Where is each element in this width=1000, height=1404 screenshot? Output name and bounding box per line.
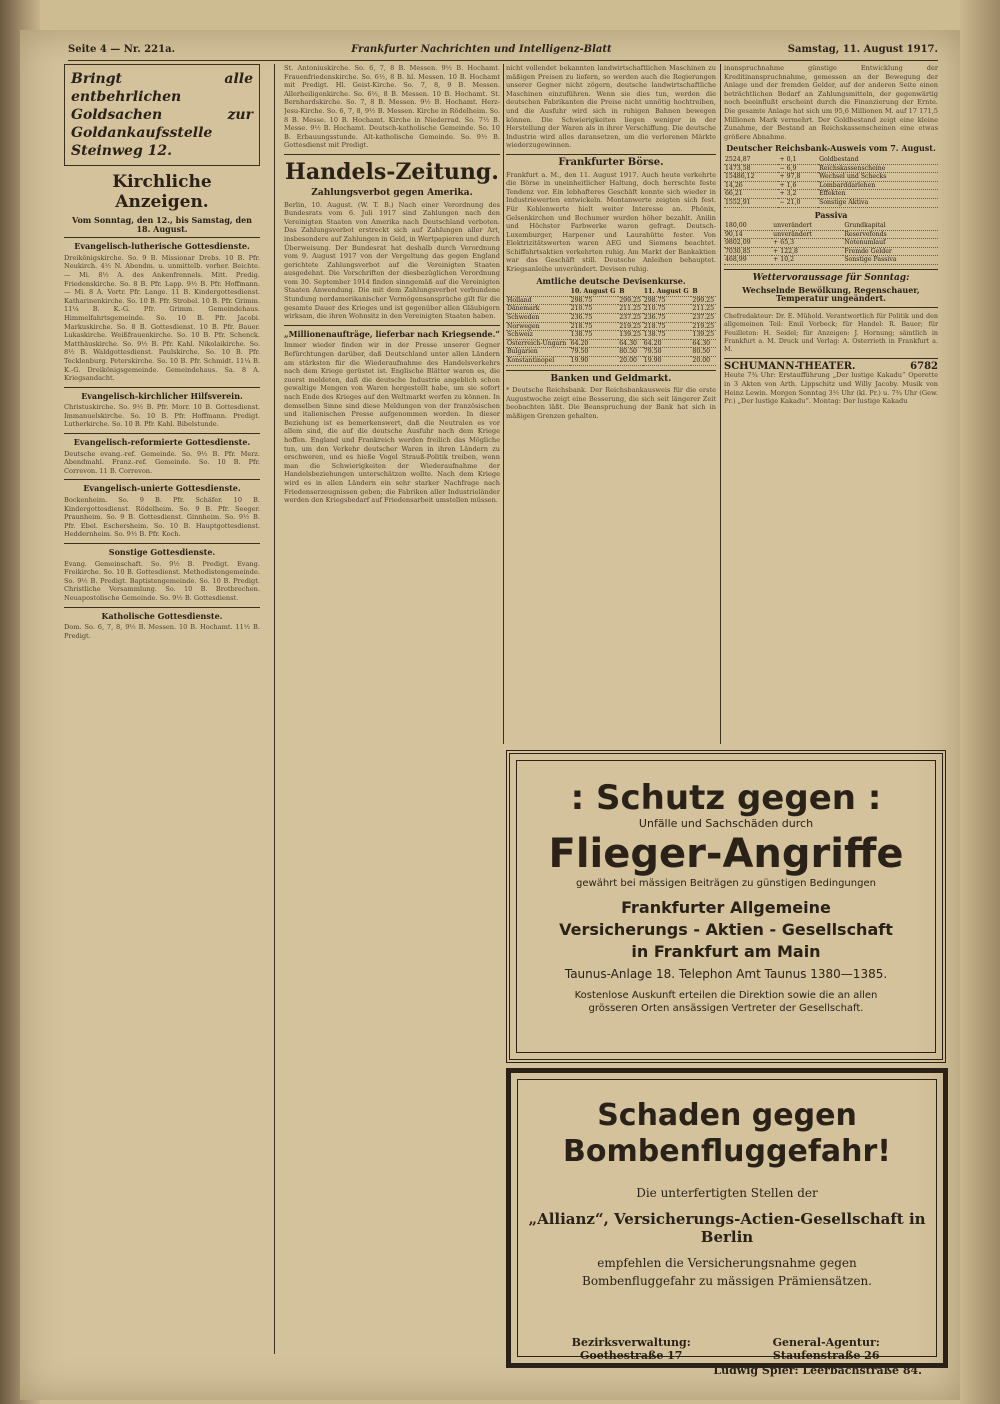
- ad-subtitle: Unfälle und Sachschäden durch: [638, 817, 814, 830]
- table-cell: 64.30: [618, 339, 643, 348]
- table-cell: Schweiz: [506, 331, 570, 340]
- article-text: nicht vollendet bekannten landwirtschaftlichen Maschinen zu mäßigen Preisen zu liefern, so werden auch die Regierungen unserer Gegner nicht zögern, deutsche landwirtschaftliche Maschinen einzuführen. Wenn sie dies tun, werden die deutschen Fabrikanten die Preise nicht unnötig hochtreiben, und die Ausfuhr wird sich in ruhigen Bahnen bewegen können. Die Schwierigkeiten liegen weniger in der Herstellung der Waren als in ihrer Verschiffung. Die deutsche Industrie wird alles daransetzen, um die verlorenen Märkte wiederzugewinnen.: [506, 64, 716, 150]
- flieger-angriffe-ad: [506, 750, 946, 1063]
- column-church-notices: [64, 64, 260, 1354]
- table-cell: 180,00: [724, 222, 772, 230]
- section-text: Dreikönigskirche. So. 9 B. Missionar Drebs. 10 B. Pfr. Neukirch. 4½ N. Abendm. u. unmittelb. vorher. Beichte. — Mi. 8½ A. des Ankenfrennels. Mitt. Predig. Friedenskirche. So. 8 B. Pfr. Lapp. 9½ B. Pfr. Hoffmann. — Mi. 8 A. Vortr. Pfr. Lange. 11 B. Kindergottesdienst. Katharinenkirche. So. 10 B. Pfr. Strobel. 10 B. Pfr. Grimm. 11¼ B. K.-G. Pfr. Grimm. Gemeindehaus. Himmelfahrtsgemeinde. So. 10 B. Pfr. Jacobi. Markuskirche. So. 8 B. Gottesdienst. 10 B. Pfr. Bauer. Lukaskirche. Weißfrauenkirche. So. 10 B. Pfr. Schenck. Matthäuskirche. So. 9½ B. Pfr. Kahl. Nikolaikirche. So. 8½ B. Waldgottesdienst. Paulskirche. So. 10 B. Pfr. Tecklenburg. Peterskirche. So. 10 B. Pfr. Schmidt. 11¼ B. K.-G. Dreikönigsgemeinde. Gemeindehaus. Sa. 8 A. Kriegsandacht.: [64, 253, 260, 383]
- table-cell: 210.75: [643, 305, 692, 314]
- table-cell: 210.75: [570, 305, 619, 314]
- table-cell: 299.25: [619, 296, 641, 304]
- gold-purchase-box: Bringt alle entbehrlichen Goldsachen zur Goldankaufsstelle Steinweg 12.: [64, 64, 260, 166]
- table-row: [506, 331, 716, 340]
- ad-address: Taunus-Anlage 18. Telephon Amt Taunus 1380—1385.: [564, 967, 888, 981]
- table-cell: Sonstige Aktiva: [818, 198, 938, 207]
- article-headline: „Millionenaufträge, lieferbar nach Kriegsende.“: [284, 328, 500, 339]
- table-cell: + 97,8: [778, 173, 818, 182]
- table-cell: 1552,91: [724, 198, 778, 207]
- divider: [506, 370, 716, 371]
- table-cell: 236.75: [643, 314, 692, 323]
- table-cell: 139.25: [619, 331, 641, 339]
- section-text: Dom. So. 6, 7, 8, 9½ B. Messen. 10 B. Hochamt. 11½ B. Predigt.: [64, 623, 260, 640]
- banken-title: Banken und Geldmarkt.: [550, 373, 672, 384]
- table-cell: Schweden: [506, 314, 570, 323]
- ad-address-right-2: Ludwig Spier: Leerbachstraße 84.: [713, 1364, 922, 1377]
- catholic-services-text: St. Antoniuskirche. So. 6, 7, 8 B. Messen. 9½ B. Hochamt. Frauenfriedenskirche. So. 6½, 8 B. hl. Messen. 10 B. Hochamt mit Predigt. Hl. Geist-Kirche. So. 7, 8, 9 B. Messen. Allerheiligenkirche. So. 6½, 8 B. Messen. 10 B. Hochamt. St. Bernhardskirche. So. 7, 8 B. Messen. 9½ B. Hochamt. Herz-Jesu-Kirche. So. 6, 7, 8, 9½ B. Messen. Kirche in Rödelheim. So. 8 B. Messe. 10 B. Hochamt. Kirche in Niederrad. So. 7½ B. Messe. 9½ B. Hochamt. Deutsch-katholische Gemeinde. So. 10 B. Erbauungsstunde. Alt-katholische Gemeinde. So. 9½ B. Gottesdienst mit Predigt.: [284, 64, 500, 150]
- church-notices-title: Kirchliche Anzeigen.: [112, 172, 212, 212]
- section-heading: Evangelisch-unierte Gottesdienste.: [83, 483, 241, 494]
- divider: [724, 269, 938, 270]
- table-cell: 237.25: [619, 314, 641, 322]
- table-cell: 139.25: [692, 331, 715, 339]
- table-row: [506, 339, 716, 348]
- ad-address-left: Bezirksverwaltung: Goethestraße 17: [571, 1336, 691, 1362]
- table-cell: 14,26: [724, 181, 778, 190]
- table-row: [506, 357, 716, 366]
- imprint: Chefredakteur: Dr. E. Mühold. Verantwortlich für Politik und den allgemeinen Teil: Emil Vorbeck; für Handel: R. Bauer; für Feuilleton: H. Seidel; für Anzeigen: J. Hornung; sämtlich in Frankfurt a. M. Druck und Verlag: A. Osterrieth in Frankfurt a. M.: [724, 311, 938, 354]
- ad-line: Die unterfertigten Stellen der: [636, 1186, 818, 1200]
- table-cell: Lombarddarlehen: [818, 181, 938, 190]
- theater-text: Heute 7¾ Uhr: Erstaufführung „Der lustige Kakadu“ Operette in 3 Akten von Arth. Lippschitz und Willy Jacoby. Musik von Heinz Lewin. Morgen Sonntag 3½ Uhr (kl. Pr.) u. 7¾ Uhr (Gew. Pr.) „Der lustige Kakadu“. Montag: Der lustige Kakadu: [724, 371, 938, 406]
- column-stock-exchange: [506, 64, 716, 746]
- table-cell: 2524,87: [724, 156, 778, 164]
- banken-text: * Deutsche Reichsbank. Der Reichsbankausweis für die erste Augustwoche zeigt eine Besserung, die sich seit längerer Zeit beobachten läßt. Die Beanspruchung der Bank hat sich in mäßigen Grenzen gehalten.: [506, 386, 716, 420]
- table-cell: 90,14: [724, 230, 772, 239]
- section-text: Christuskirche. So. 9½ B. Pfr. Morr. 10 B. Gottesdienst. Immanuelskirche. So. 10 B. Pfr. Hoffmann. Predigt. Lutherkirche. So. 10 B. Pfr. Kahl. Bibelstunde.: [64, 403, 260, 429]
- table-header-cell: B: [691, 288, 716, 296]
- table-row: [724, 181, 938, 190]
- page-edge: [960, 0, 1000, 1404]
- passiva-table: [724, 222, 938, 265]
- ad-inner-frame: [516, 760, 936, 1053]
- theater-header: [724, 360, 938, 372]
- table-cell: 211.25: [619, 305, 641, 313]
- table-cell: 298.75: [570, 296, 619, 305]
- theater-phone: 6782: [910, 360, 938, 372]
- header-right: Samstag, 11. August 1917.: [787, 44, 938, 55]
- table-header-cell: B: [618, 288, 643, 296]
- table-row: [506, 322, 716, 331]
- table-cell: Sonstige Passiva: [843, 256, 938, 265]
- table-row: [724, 156, 938, 164]
- boerse-text: Frankfurt a. M., den 11. August 1917. Auch heute verkehrte die Börse in uneinheitlicher Haltung, doch herrschte feste Tendenz vor. Ein lebhafteres Geschäft konnte sich wieder in Industriewerten entwickeln. Montanwerte zeigten sich fest. Für Kohlenwerte hielt weiter Interesse an. Phönix, Gelsenkirchen und Bochumer wurden höher bezahlt. Anilin und Höchster Farbwerke waren gefragt. Deutsch-Luxemburger, Harpener und Laurahütte fester. Von Elektrizitätswerten waren AEG und Siemens beachtet. Schiffahrtsaktien verkehrten ruhig. Am Markt der Bankaktien war das Geschäft still. Deutsche Anleihen behauptet. Kriegsanleihe unverändert. Devisen ruhig.: [506, 170, 716, 274]
- table-cell: 20.00: [618, 357, 643, 366]
- table-cell: 237.25: [692, 314, 715, 322]
- column-reichsbank: [724, 64, 938, 746]
- table-cell: + 1,6: [778, 181, 818, 190]
- table-cell: Fremde Gelder: [843, 247, 938, 256]
- column-rule-1: [274, 64, 275, 1354]
- devisen-title: Amtliche deutsche Devisenkurse.: [536, 275, 686, 286]
- section-text: Deutsche evang.-ref. Gemeinde. So. 9½ B. Pfr. Merz. Abendmahl. Franz.-ref. Gemeinde. So. 10 B. Pfr. Correvon. 11 B. Correvon.: [64, 449, 260, 475]
- ad-line: gewährt bei mässigen Beiträgen zu günstigen Bedingungen: [576, 878, 876, 889]
- article-text: inanspruchnahme günstige Entwicklung der Kreditinanspruchnahme, gemessen an der Bewegung der Anlage und der fremden Gelder, auf der anderen Seite einen beträchtlichen Bedarf an Zahlungsmitteln, der gegenwärtig noch beeinflußt erscheint durch die Finanzierung der Ernte. Die gesamte Anlage hat sich um 95,6 Millionen M. auf 17 171,5 Millionen Mark vermehrt. Der Goldbestand zeigt eine kleine Zunahme, der Bestand an Reichskassenscheinen eine etwas größere Abnahme.: [724, 64, 938, 141]
- table-cell: 219.25: [619, 322, 641, 330]
- devisen-table: [506, 288, 716, 365]
- table-row: [724, 173, 938, 182]
- table-cell: Effekten: [818, 190, 938, 199]
- table-cell: 19.90: [570, 357, 619, 366]
- table-cell: Norwegen: [506, 322, 570, 331]
- header-left: Seite 4 — Nr. 221a.: [68, 44, 176, 55]
- divider: [506, 154, 716, 155]
- divider: [284, 154, 500, 155]
- table-cell: 1473,58: [724, 164, 778, 173]
- ad-addresses: [532, 1336, 922, 1362]
- divider: [64, 237, 260, 238]
- table-row: [724, 190, 938, 199]
- article-text: Immer wieder finden wir in der Presse unserer Gegner Befürchtungen darüber, daß Deutschland unter allen Ländern am stärksten für die Wiederaufnahme des Handelsverkehrs nach dem Kriege gerüstet ist. Englische Blätter waren es, die zuerst meldeten, daß die deutsche Industrie angeblich schon gewaltige Mengen von Waren hergestellt habe, um sie sofort nach Ende des Krieges auf den Weltmarkt werfen zu können. In demselben Sinne sind diese Meldungen von der französischen und italienischen Presse aufgenommen worden. In dieser Beziehung ist es bemerkenswert, daß die Neutralen es vor allem sind, die auf die deutsche Ausfuhr nach dem Kriege hoffen. England und Frankreich werden freilich das Mögliche tun, um den Verkehr deutscher Waren in ihren Ländern zu erschweren, und es hieße Vogel Strauß-Politik treiben, wenn man die Schwierigkeiten der Wiederaufnahme der Handelsbeziehungen unterschätzen wollte. Nach dem Kriege wird es in allen Ländern ein sehr starker Nachfrage nach Friedenserzeugnissen geben; die Fabriken aller Industrieländer werden den Kriegsbedarf auf Friedensarbeit umstellen müssen.: [284, 341, 500, 505]
- table-cell: + 10,2: [772, 256, 843, 265]
- ad-headline: Flieger-Angriffe: [548, 831, 904, 877]
- column-rule-3: [720, 64, 721, 744]
- table-cell: + 3,2: [778, 190, 818, 199]
- table-row: [724, 230, 938, 239]
- table-cell: 298.75: [643, 296, 692, 305]
- section-text: Evang. Gemeinschaft. So. 9½ B. Predigt. Evang. Freikirche. So. 10 B. Gottesdienst. Methodistengemeinde. So. 9½ B. Predigt. Baptistengemeinde. So. 10 B. Predigt. Christliche Versammlung. So. 10 B. Brotbrechen. Neuapostolische Gemeinde. So. 9½ B. Gottesdienst.: [64, 559, 260, 602]
- ad-inner-frame: [517, 1079, 937, 1377]
- table-cell: Notenumlauf: [843, 239, 938, 248]
- article-headline: Zahlungsverbot gegen Amerika.: [311, 187, 473, 198]
- table-cell: 211.25: [692, 305, 715, 313]
- table-row: [724, 256, 938, 265]
- divider: [64, 433, 260, 434]
- ad-company: „Allianz“, Versicherungs-Actien-Gesellschaft in Berlin: [528, 1210, 926, 1246]
- handels-zeitung-title: Handels-Zeitung.: [285, 158, 499, 185]
- table-cell: Dänemark: [506, 305, 570, 314]
- table-cell: 66,21: [724, 190, 778, 199]
- table-cell: − 6,9: [778, 164, 818, 173]
- section-heading: Katholische Gottesdienste.: [101, 610, 223, 621]
- table-header-row: [506, 288, 716, 296]
- ad-line: Bombenfluggefahr zu mässigen Prämiensätzen.: [582, 1274, 872, 1288]
- ad-address-right: General-Agentur: Staufenstraße 26: [772, 1336, 880, 1362]
- table-cell: 236.75: [570, 314, 619, 323]
- table-cell: Reichskassenscheine: [818, 164, 938, 173]
- ad-company-1: Frankfurter Allgemeine: [621, 898, 831, 917]
- reichsbank-title: Deutscher Reichsbank-Ausweis vom 7. August.: [726, 143, 936, 154]
- table-cell: Österreich-Ungarn: [506, 339, 570, 348]
- church-notices-subtitle: Vom Sonntag, den 12., bis Samstag, den 18. August.: [71, 215, 252, 234]
- theater-title: SCHUMANN-THEATER.: [724, 360, 856, 372]
- divider: [64, 543, 260, 544]
- weather-title: Wettervoraussage für Sonntag:: [752, 273, 910, 284]
- table-row: [724, 164, 938, 173]
- divider: [64, 387, 260, 388]
- divider: [64, 479, 260, 480]
- column-rule-2: [503, 64, 504, 744]
- table-cell: Holland: [506, 296, 570, 305]
- boerse-title: Frankfurter Börse.: [558, 156, 664, 168]
- table-cell: 218.75: [643, 322, 692, 331]
- divider: [724, 307, 938, 308]
- ad-headline: Schaden gegen Bombenfluggefahr!: [563, 1098, 891, 1169]
- table-header-cell: 10. August G: [570, 288, 619, 296]
- table-cell: 9802,09: [724, 239, 772, 248]
- table-cell: 15486,12: [724, 173, 778, 182]
- table-row: [724, 247, 938, 256]
- table-cell: unverändert: [772, 222, 843, 230]
- table-row: [724, 239, 938, 248]
- section-heading: Sonstige Gottesdienste.: [108, 547, 216, 557]
- table-cell: Wechsel und Schecks: [818, 173, 938, 182]
- passiva-title: Passiva: [814, 209, 848, 220]
- table-cell: + 0,1: [778, 156, 818, 164]
- column-commerce: [284, 64, 500, 1354]
- table-header-cell: [506, 288, 570, 296]
- table-row: [506, 296, 716, 305]
- table-cell: 64.20: [643, 339, 692, 348]
- table-row: [506, 348, 716, 357]
- table-row: [506, 314, 716, 323]
- table-cell: 299.25: [692, 296, 715, 304]
- reichsbank-table: [724, 156, 938, 208]
- ad-title: : Schutz gegen :: [570, 778, 882, 818]
- table-cell: 80.50: [618, 348, 643, 357]
- table-cell: − 21,0: [778, 198, 818, 207]
- divider: [64, 607, 260, 608]
- table-cell: 218.75: [570, 322, 619, 331]
- table-cell: 138.75: [570, 331, 619, 340]
- table-cell: Grundkapital: [843, 222, 938, 230]
- table-cell: Reservefonds: [843, 230, 938, 239]
- section-heading: Evangelisch-reformierte Gottesdienste.: [73, 437, 251, 448]
- table-cell: Goldbestand: [818, 156, 938, 164]
- section-heading: Evangelisch-lutherische Gottesdienste.: [74, 241, 250, 252]
- article-text: Berlin, 10. August. (W. T. B.) Nach einer Verordnung des Bundesrats vom 6. Juli 1917 sind Zahlungen nach den Vereinigten Staaten von Amerika nach Deutschland verboten. Das Zahlungsverbot erstreckt sich auf Zahlungen aller Art, insbesondere auf Zahlungen in Geld, in Wertpapieren und durch Überweisung. Der Bundesrat hat deshalb durch Verordnung vom 9. August 1917 von der Vergeltung das gegen England gerichtete Zahlungsverbot auf die Vereinigten Staaten ausgedehnt. Die Vorschriften der diesbezüglichen Verordnung vom 30. September 1914 finden sinngemäß auf die Vereinigten Staaten Anwendung. Die mit dem Zahlungsverbot verbundene Stundung nordamerikanischer Vermögensansprüche gilt für die gesamte Dauer des Krieges und ist gegenüber allen Gläubigern wirksam, die ihren Wohnsitz in den Vereinigten Staaten haben.: [284, 200, 500, 321]
- ad-company-3: in Frankfurt am Main: [631, 942, 821, 961]
- table-cell: + 65,3: [772, 239, 843, 248]
- table-cell: Bulgarien: [506, 348, 570, 357]
- ad-footer: Kostenlose Auskunft erteilen die Direktion sowie die an allen grösseren Orten ansässigen Vertreter der Gesellschaft.: [574, 990, 878, 1014]
- divider: [724, 358, 938, 359]
- divider: [284, 325, 500, 326]
- header-center: Frankfurter Nachrichten und Intelligenz-Blatt: [351, 44, 612, 55]
- table-cell: 7030,85: [724, 247, 772, 256]
- table-cell: 64.20: [570, 339, 619, 348]
- table-header-cell: 11. August G: [643, 288, 692, 296]
- table-cell: 79.50: [570, 348, 619, 357]
- table-cell: unverändert: [772, 230, 843, 239]
- page-header: [68, 44, 938, 61]
- table-row: [724, 222, 938, 230]
- table-cell: Konstantinopel: [506, 357, 570, 366]
- table-row: [724, 198, 938, 207]
- table-cell: + 122,8: [772, 247, 843, 256]
- section-text: Bockenheim. So. 9 B. Pfr. Schäfer. 10 B. Kindergottesdienst. Rödelheim. So. 9 B. Pfr. Seeger. Praunheim. So. 9 B. Gottesdienst. Ginnheim. So. 9½ B. Pfr. Ebel. Eschersheim. So. 10 B. Hauptgottesdienst. Heddernheim. So. 9½ B. Pfr. Koch.: [64, 496, 260, 539]
- table-cell: 468,99: [724, 256, 772, 265]
- section-heading: Evangelisch-kirchlicher Hilfsverein.: [81, 390, 243, 401]
- table-row: [506, 305, 716, 314]
- allianz-bombenflug-ad: [506, 1068, 948, 1377]
- weather-text: Wechselnde Bewölkung, Regenschauer, Temperatur ungeändert.: [742, 284, 920, 304]
- ad-company-2: Versicherungs - Aktien - Gesellschaft: [559, 920, 893, 939]
- table-cell: 79.50: [643, 348, 692, 357]
- table-cell: 138.75: [643, 331, 692, 340]
- table-cell: 19.90: [643, 357, 692, 366]
- table-cell: 80.50: [691, 348, 716, 357]
- table-cell: 64.30: [691, 339, 716, 348]
- table-cell: 219.25: [692, 322, 715, 330]
- ad-line: empfehlen die Versicherungsnahme gegen: [597, 1256, 857, 1270]
- table-cell: 20.00: [691, 357, 716, 366]
